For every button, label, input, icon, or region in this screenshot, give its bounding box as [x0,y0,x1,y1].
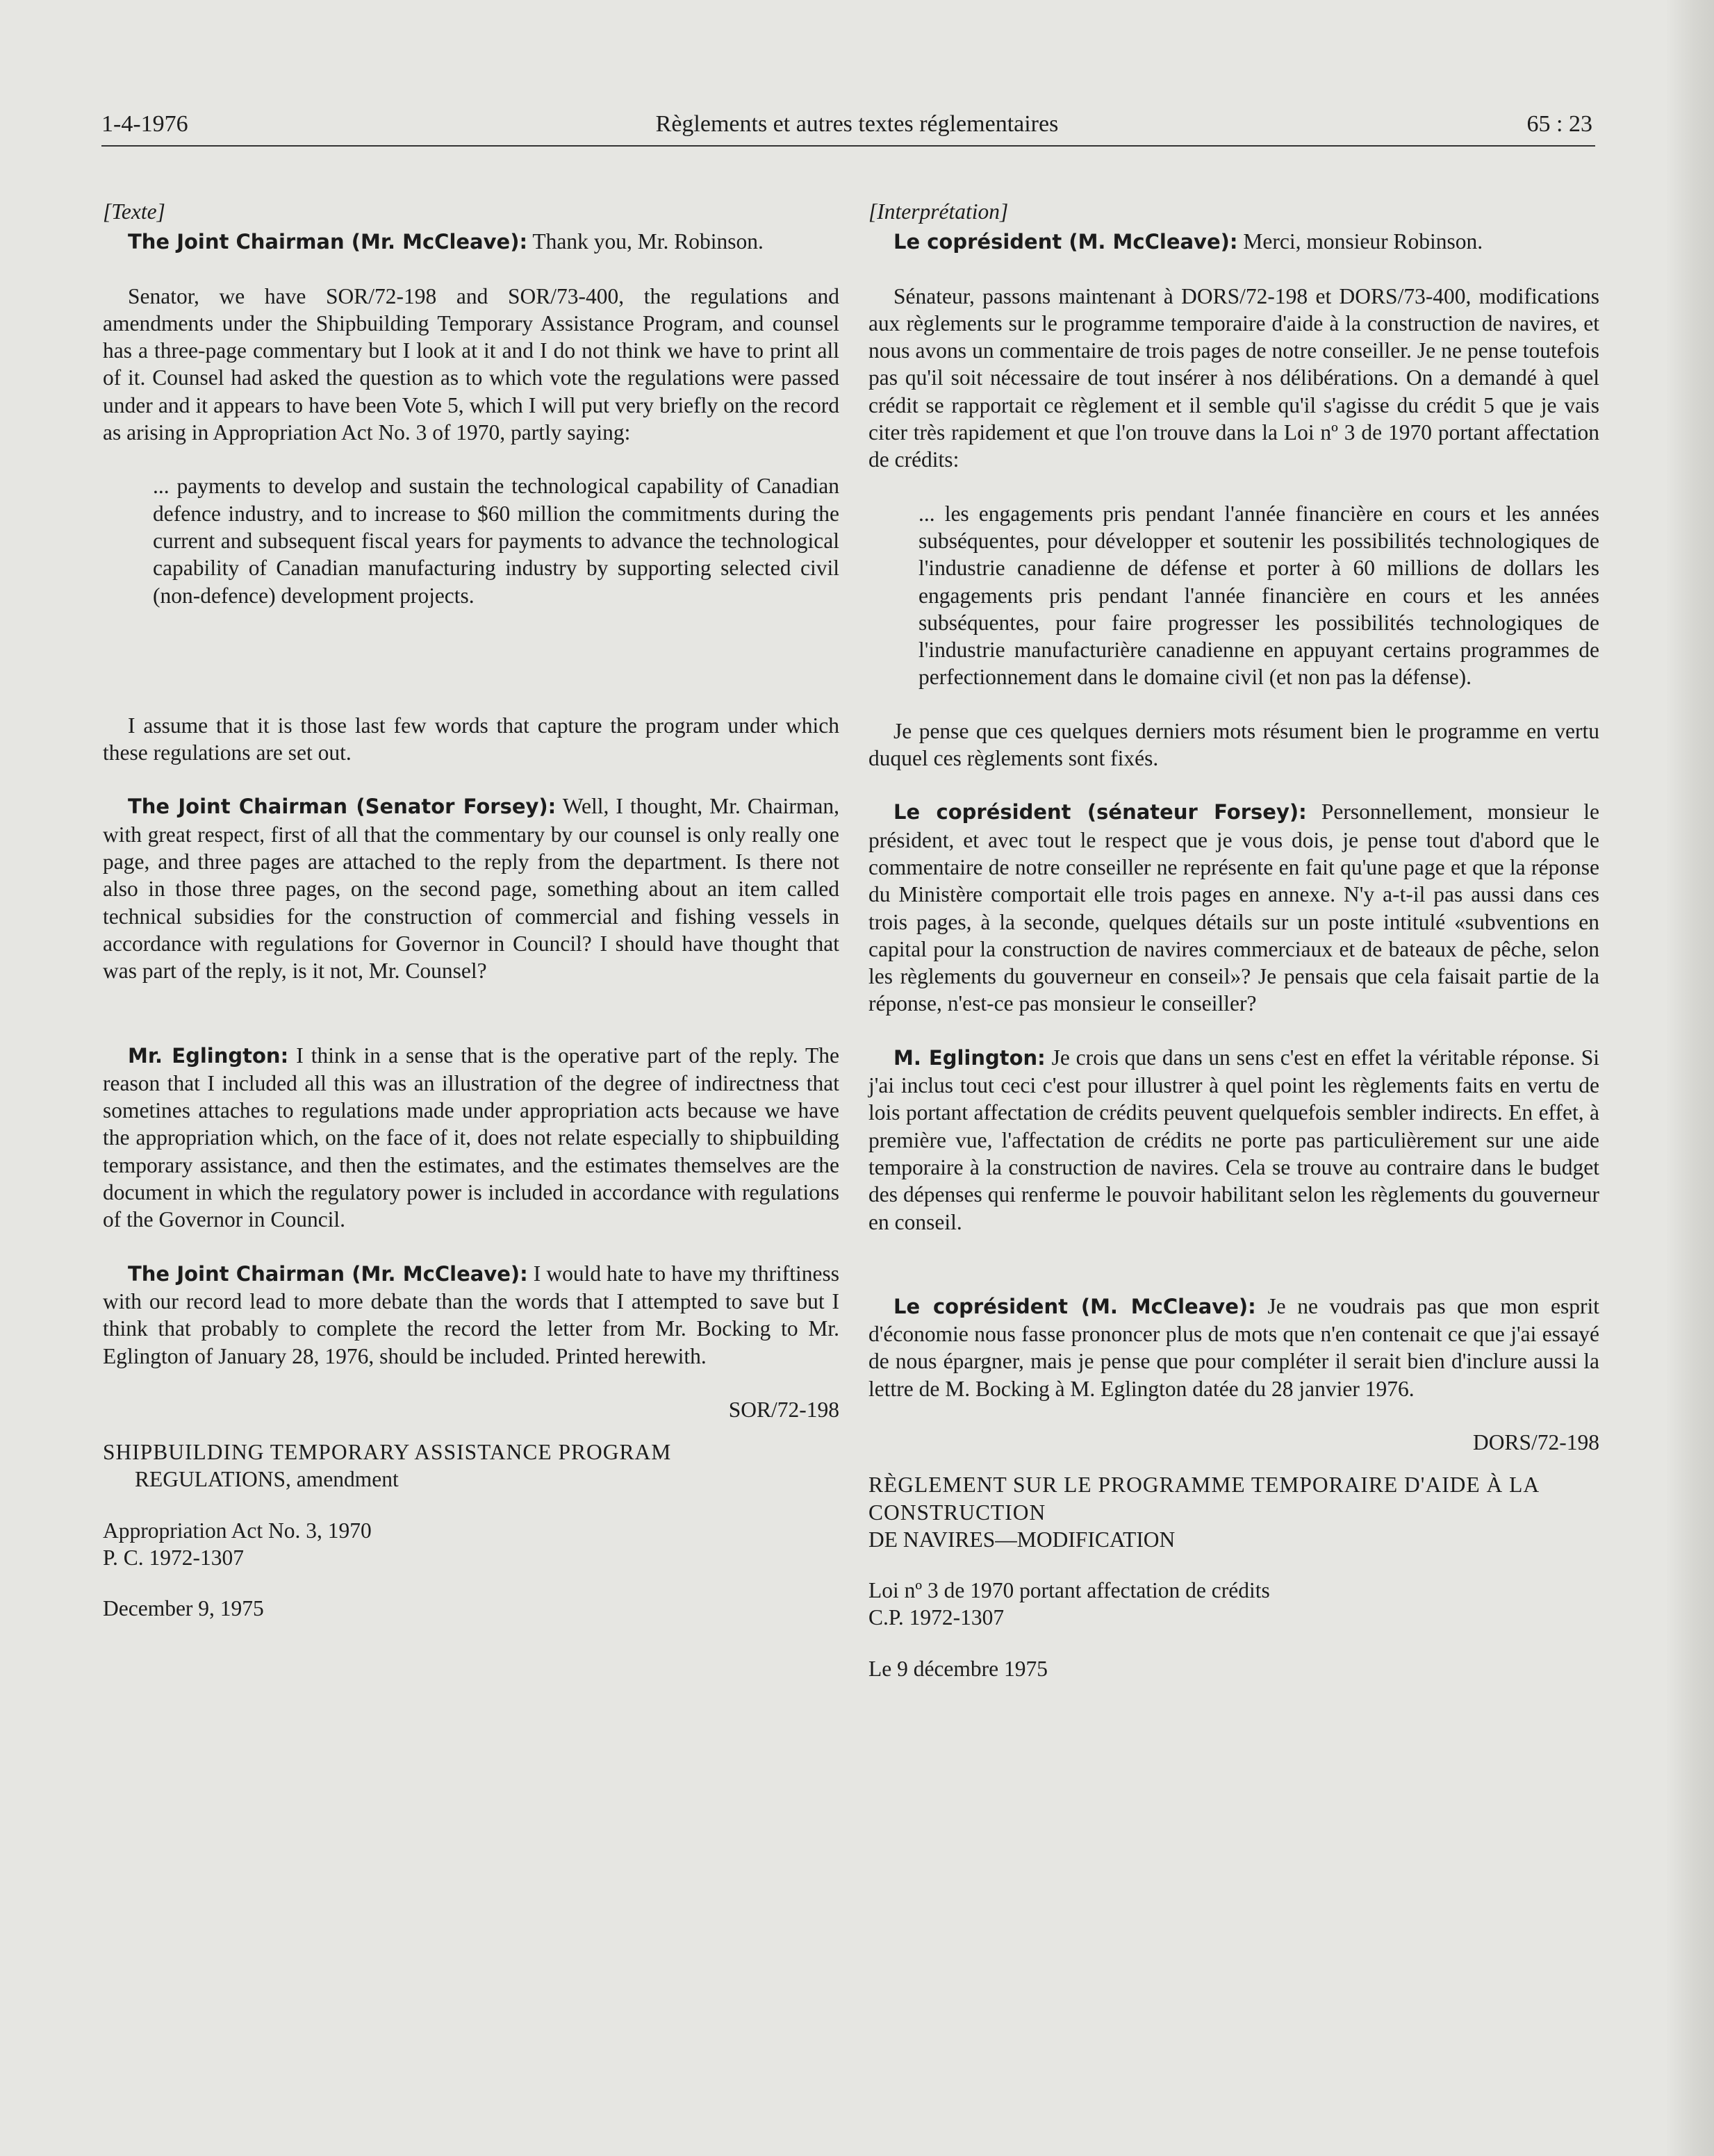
language-tag: [Interprétation] [868,199,1009,224]
speech-text: Thank you, Mr. Robinson. [527,229,764,254]
speaker-name: M. Eglington: [893,1045,1046,1070]
paragraph [103,793,839,984]
speaker-name: Le coprésident (M. McCleave): [893,230,1238,254]
order-in-council: P. C. 1972-1307 [103,1545,245,1570]
speaker-name: The Joint Chairman (Mr. McCleave): [128,230,528,254]
language-tag: [Texte] [103,199,165,224]
paragraph: I assume that it is those last few words that capture the program under which these regulations are set out. [103,713,839,765]
speech-text: I think in a sense that is the operative part of the reply. The reason that I included all this was an illustration of the degree of indirectness that sometines attaches to regulations made under appropriation acts because we have the appropriation which, on the face of it, does not relate especially to shipbuilding temporary assistance, and then the estimates, and the estimates themselves are the document in which the regulatory power is included in accordance with regulations of the Governor in Council. [103,1043,839,1232]
speaker-name: Le coprésident (M. McCleave): [893,1294,1256,1318]
speaker-name: The Joint Chairman (Senator Forsey): [128,795,557,819]
block-quote: ... payments to develop and sustain the technological capability of Canadian defence industry, and to increase to $60 million the commitments during the current and subsequent fiscal years for payments to advance the technological capability of Canadian manufacturing industry by supporting selected civil (non-defence) development projects. [153,474,839,608]
act-citation: Appropriation Act No. 3, 1970 [103,1518,372,1543]
act-citation: Loi nº 3 de 1970 portant affectation de crédits [868,1578,1270,1603]
block-quote: ... les engagements pris pendant l'année financière en cours et les années subséquentes, pour développer et soutenir les possibilités technologiques de l'industrie canadienne de défense et porter à 60 millions de dollars les engagements pris pendant l'année financière en cours et les années subséquentes, pour faire progresser les possibilités technologiques de l'industrie manufacturière canadienne en appuyant certains programmes de perfectionnement dans le domaine civil (et non pas la défense). [918,501,1599,690]
speech-text: I would hate to have my thriftiness with our record lead to more debate than the words that I attempted to save but I think that probably to complete the record the letter from Mr. Bocking to Mr. Eglington of January 28, 1976, should be included. Printed herewith. [103,1261,840,1368]
paragraph [103,1260,839,1370]
paragraph: Sénateur, passons maintenant à DORS/72-198 et DORS/73-400, modifications aux règlements sur le programme temporaire d'aide à la construction de navires, et nous avons un commentaire de trois pages de notre conseiller. Je ne pense toutefois pas qu'il soit nécessaire de tout insérer à nos délibérations. On a demandé à quel crédit se rapportait ce règlement et il semble qu'il s'agisse du crédit 5 que je vais citer très rapidement et que l'on trouve dans la Loi nº 3 de 1970 portant affectation de crédits: [868,283,1599,472]
regulation-subtitle: DE NAVIRES—MODIFICATION [868,1527,1176,1552]
paragraph [868,1293,1599,1402]
paragraph: Je pense que ces quelques derniers mots résument bien le programme en vertu duquel ces règlements sont fixés. [868,718,1599,771]
speech-text: Personnellement, monsieur le président, et avec tout le respect que je vous dois, je pense tout d'abord que le commentaire de notre conseiller ne représente en fait qu'une page et que la réponse du Ministère comportait elle trois pages en annexe. N'y a-t-il pas aussi dans ces trois pages, à la seconde, quelques détails sur un poste intitulé «subventions en capital pour la construction de navires commerciaux et de bateaux de pêche, selon les règlements du gouverneur en conseil»? Je pensais que cela faisait partie de la réponse, n'est-ce pas monsieur le conseiller? [868,799,1600,1016]
paragraph [868,798,1599,1017]
regulation-subtitle: REGULATIONS, amendment [135,1467,399,1492]
speaker-name: Le coprésident (sénateur Forsey): [893,800,1307,824]
column-french [868,198,1599,1682]
paragraph [868,228,1599,256]
speech-text: Merci, monsieur Robinson. [1237,229,1483,254]
paragraph [103,228,839,256]
header-title: Règlements et autres textes réglementaires [655,111,1059,137]
column-english [103,198,839,1623]
header-rule [101,145,1595,147]
paragraph [868,1044,1599,1236]
header-page-number: 65 : 23 [1526,111,1592,137]
regulation-date: December 9, 1975 [103,1596,264,1621]
order-in-council: C.P. 1972-1307 [868,1605,1005,1630]
speech-text: Je crois que dans un sens c'est en effet la véritable réponse. Si j'ai inclus tout ceci c'est pour illustrer à quel point les règlements faits en vertu de lois portant affectation de crédits peuvent quelquefois sembler indirects. En effet, à première vue, l'affectation de crédits ne porte pas particulièrement sur une aide temporaire à la construction de navires. Cela se trouve au contraire dans le budget des dépenses qui renferme le pouvoir habilitant selon les règlements du gouverneur en conseil. [868,1045,1599,1234]
speaker-name: The Joint Chairman (Mr. McCleave): [128,1261,528,1286]
regulation-date: Le 9 décembre 1975 [868,1656,1048,1681]
paragraph: Senator, we have SOR/72-198 and SOR/73-400, the regulations and amendments under the Shipbuilding Temporary Assistance Program, and counsel has a three-page commentary but I look at it and I do not think we have to print all of it. Counsel had asked the question as to which vote the regulations were passed under and it appears to have been Vote 5, which I will put very briefly on the record as arising in Appropriation Act No. 3 of 1970, partly saying: [103,283,839,445]
paragraph [103,1042,839,1234]
regulation-title: RÈGLEMENT SUR LE PROGRAMME TEMPORAIRE D'AIDE À LA CONSTRUCTION [868,1473,1539,1525]
regulation-reference: SOR/72-198 [728,1397,839,1422]
speech-text: Je ne voudrais pas que mon esprit d'économie nous fasse prononcer plus de mots que n'en contenait ce que j'ai essayé de nous épargner, mais je pense que pour compléter il serait bien d'inclure aussi la lettre de M. Bocking à M. Eglington datée du 28 janvier 1976. [868,1293,1599,1401]
regulation-title: SHIPBUILDING TEMPORARY ASSISTANCE PROGRAM [103,1440,672,1465]
speech-text: Well, I thought, Mr. Chairman, with great respect, first of all that the commentary by our counsel is only really one page, and three pages are attached to the reply from the department. Is there not also in those three pages, on the second page, something about an item called technical subsidies for the construction of commercial and fishing vessels in accordance with regulations for Governor in Council? I should have thought that was part of the reply, is it not, Mr. Counsel? [103,794,839,984]
speaker-name: Mr. Eglington: [128,1043,289,1068]
regulation-reference: DORS/72-198 [1472,1429,1599,1454]
page-binding-shadow [1665,0,1714,2156]
header-date: 1-4-1976 [101,111,188,137]
